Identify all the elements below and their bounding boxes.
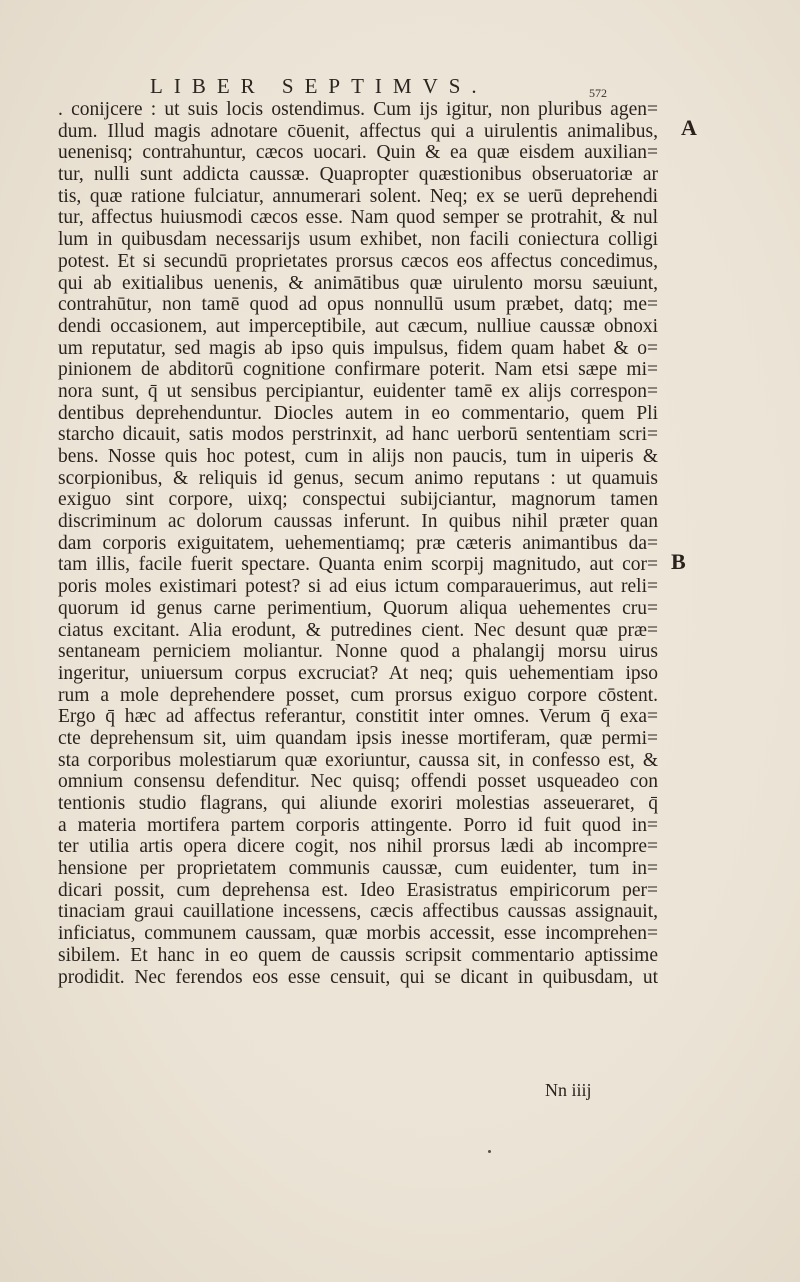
text-line: tentionis studio flagrans, qui aliunde exoriri molestias asseueraret, q̄ — [58, 793, 658, 814]
text-line: cte deprehensum sit, uim quandam ipsis inesse mortiferam, quæ permi= — [58, 727, 658, 749]
text-line: exiguo sint corpore, uixq; conspectui subijciantur, magnorum tamen — [58, 489, 658, 511]
text-line: dicari possit, cum deprehensa est. Ideo Erasistratus empiricorum per= — [58, 879, 658, 901]
text-line: rum a mole deprehendere posset, cum prorsus exiguo corpore cōstent. — [58, 684, 658, 706]
text-line: tur, nulli sunt addicta caussæ. Quapropter quæstionibus obseruatoriæ ar — [58, 164, 658, 186]
text-line: a materia mortifera partem corporis attingente. Porro id fuit quod in= — [58, 814, 658, 836]
body-text — [58, 99, 658, 988]
text-line: Ergo q̄ hæc ad affectus referantur, constitit inter omnes. Verum q̄ exa= — [58, 706, 658, 728]
text-line: omnium consensu defenditur. Nec quisq; offendi posset usqueadeo con — [58, 771, 658, 793]
text-line: uenenisq; contrahuntur, cæcos uocari. Quin & ea quæ eisdem auxilian= — [58, 142, 658, 164]
text-line: dam corporis exiguitatem, uehementiamq; præ cæteris animantibus da= — [58, 532, 658, 554]
text-line: sibilem. Et hanc in eo quem de caussis scripsit commentario aptissime — [58, 944, 658, 966]
text-line: ingeritur, uniuersum corpus excruciat? At neq; quis uehementiam ipso — [58, 662, 658, 684]
text-line: potest. Et si secundū proprietates prorsus cæcos eos affectus concedimus, — [58, 250, 658, 272]
text-line: starcho dicauit, satis modos perstrinxit, ad hanc uerborū sententiam scri= — [58, 424, 658, 446]
text-line: hensione per proprietatem communis caussæ, cum euidenter, tum in= — [58, 858, 658, 880]
text-line: poris moles existimari potest? si ad eius ictum comparauerimus, aut reli= — [58, 576, 658, 598]
text-line: dentibus deprehenduntur. Diocles autem in eo commentario, quem Pli — [58, 402, 658, 424]
text-line: ter utilia artis opera dicere cogit, nos nihil prorsus lædi ab incompre= — [58, 836, 658, 858]
text-line: tam illis, facile fuerit spectare. Quanta enim scorpij magnitudo, aut cor= — [58, 554, 658, 576]
text-line: nora sunt, q̄ ut sensibus percipiantur, euidenter tamē ex alijs correspon= — [58, 380, 658, 402]
text-line: . conijcere : ut suis locis ostendimus. Cum ijs igitur, non pluribus agen= — [58, 99, 658, 120]
text-line: bens. Nosse quis hoc potest, cum in alijs non paucis, tum in uiperis & — [58, 446, 658, 467]
text-line: inficiatus, communem caussam, quæ morbis accessit, esse incomprehen= — [58, 923, 658, 945]
text-line: discriminum ac dolorum caussas inferunt. In quibus nihil præter quan — [58, 511, 658, 533]
margin-letter-b: B — [671, 549, 686, 574]
text-line: sta corporibus molestiarum quæ exoriuntur, caussa sit, in confesso est, & — [58, 749, 658, 771]
text-line: tinaciam graui cauillatione incessens, cæcis affectibus caussas assignauit, — [58, 901, 658, 923]
text-line: quorum id genus carne perimentium, Quorum aliqua uehementes cru= — [58, 597, 658, 619]
text-line: ciatus excitant. Alia erodunt, & putredines cient. Nec desunt quæ præ= — [58, 619, 658, 641]
text-line: lum in quibusdam necessarijs usum exhibet, non facili coniectura colligi — [58, 229, 658, 251]
text-line: sentaneam perniciem moliantur. Nonne quod a phalangij morsu uirus — [58, 641, 658, 663]
margin-letter-a: A — [681, 115, 697, 140]
text-line: qui ab exitialibus uenenis, & animātibus quæ uirulento morsu sæuiunt, — [58, 272, 658, 294]
text-line: tis, quæ ratione fulciatur, annumerari solent. Neq; ex se uerū deprehendi — [58, 185, 658, 207]
signature-mark: Nn iiij — [545, 1080, 592, 1100]
text-line: dum. Illud magis adnotare co͏̄uenit, affectus qui a uirulentis animalibus, — [58, 120, 658, 142]
text-line: prodidit. Nec ferendos eos esse censuit, qui se dicant in quibusdam, ut — [58, 966, 658, 988]
text-line: contrahūtur, non tamē quod ad opus nonnullū usum præbet, datq; me= — [58, 294, 658, 316]
folio-number: 572 — [589, 86, 607, 100]
ink-speck — [488, 1150, 491, 1153]
text-line: dendi occasionem, aut imperceptibile, aut cæcum, nulliue caussæ obnoxi — [58, 315, 658, 337]
text-line: tur, affectus huiusmodi cæcos esse. Nam quod semper se protrahit, & nul — [58, 207, 658, 229]
text-line: scorpionibus, & reliquis id genus, secum animo reputans : ut quamuis — [58, 467, 658, 489]
text-line: pinionem de abditorū cognitione confirmare poterit. Nam etsi sæpe mi= — [58, 359, 658, 381]
text-line: um reputatur, sed magis ab ipso quis impulsus, fidem quam habet & o= — [58, 337, 658, 359]
running-head: LIBER SEPTIMVS. — [150, 74, 488, 98]
